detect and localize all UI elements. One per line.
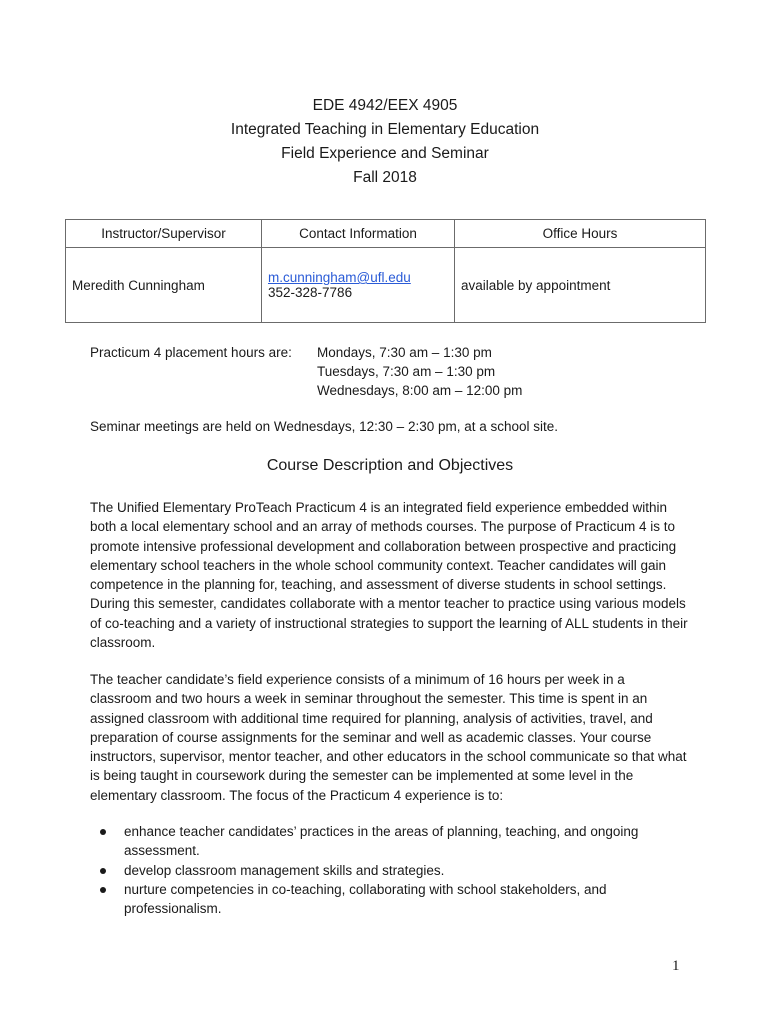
focus-list [90,822,690,918]
course-subtitle: Field Experience and Seminar [281,145,489,162]
header-office-hours: Office Hours [455,220,706,248]
section-heading: Course Description and Objectives [266,457,514,474]
practicum-time-monday: Mondays, 7:30 am – 1:30 pm [317,345,492,360]
practicum-times [317,343,522,400]
instructor-name: Meredith Cunningham [66,248,262,323]
practicum-time-tuesday: Tuesdays, 7:30 am – 1:30 pm [317,364,496,379]
list-item [90,822,690,861]
description-paragraph: The Unified Elementary ProTeach Practicum 4 is an integrated field experience embedded within both a local elementary school and an array of methods courses. The purpose of Practicum 4 is to promote intensive professional development and collaboration between prospective and practicing elementary school teachers in the whole school community context. Teacher candidates will gain competence in the planning for, teaching, and assessment of diverse students in school settings. During this semester, candidates collaborate with a mentor teacher to practice using various models of co-teaching and a variety of instructional strategies to support the learning of ALL students in their classroom. [90,500,688,651]
course-name: Integrated Teaching in Elementary Education [230,121,540,138]
phone-number: 352-328-7786 [268,285,353,300]
course-title-block [0,94,770,190]
list-item-text: nurture competencies in co-teaching, collaborating with school stakeholders, and professionalism. [124,881,607,917]
office-hours-value: available by appointment [455,248,706,323]
course-term: Fall 2018 [353,169,417,186]
page-number: 1 [672,958,680,974]
header-instructor: Instructor/Supervisor [66,220,262,248]
list-item [90,880,690,919]
contact-cell [262,248,455,323]
bullet-icon [100,829,106,835]
table-header-row [66,220,706,248]
bullet-icon [100,887,106,893]
table-row [66,248,706,323]
header-contact: Contact Information [262,220,455,248]
email-link[interactable]: m.cunningham@ufl.edu [268,270,411,285]
list-item [90,861,690,880]
list-item-text: enhance teacher candidates’ practices in the areas of planning, teaching, and ongoing assessment. [124,824,639,859]
course-code: EDE 4942/EEX 4905 [312,97,458,114]
practicum-label: Practicum 4 placement hours are: [90,345,292,360]
practicum-time-wednesday: Wednesdays, 8:00 am – 12:00 pm [317,383,523,398]
field-experience-paragraph: The teacher candidate’s field experience consists of a minimum of 16 hours per week in a classroom and two hours a week in seminar throughout the semester. This time is spent in an assigned classroom with additional time required for planning, analysis of activities, travel, and preparation of course assignments for the seminar and well as academic classes. Your course instructors, supervisor, mentor teacher, and other educators in the school communicate so that what is being taught in coursework during the semester can be implemented at some level in the elementary classroom. The focus of the Practicum 4 experience is to: [90,672,687,803]
seminar-info: Seminar meetings are held on Wednesdays, 12:30 – 2:30 pm, at a school site. [90,419,559,434]
list-item-text: develop classroom management skills and strategies. [124,862,445,878]
bullet-icon [100,868,106,874]
instructor-info-table [65,219,706,323]
